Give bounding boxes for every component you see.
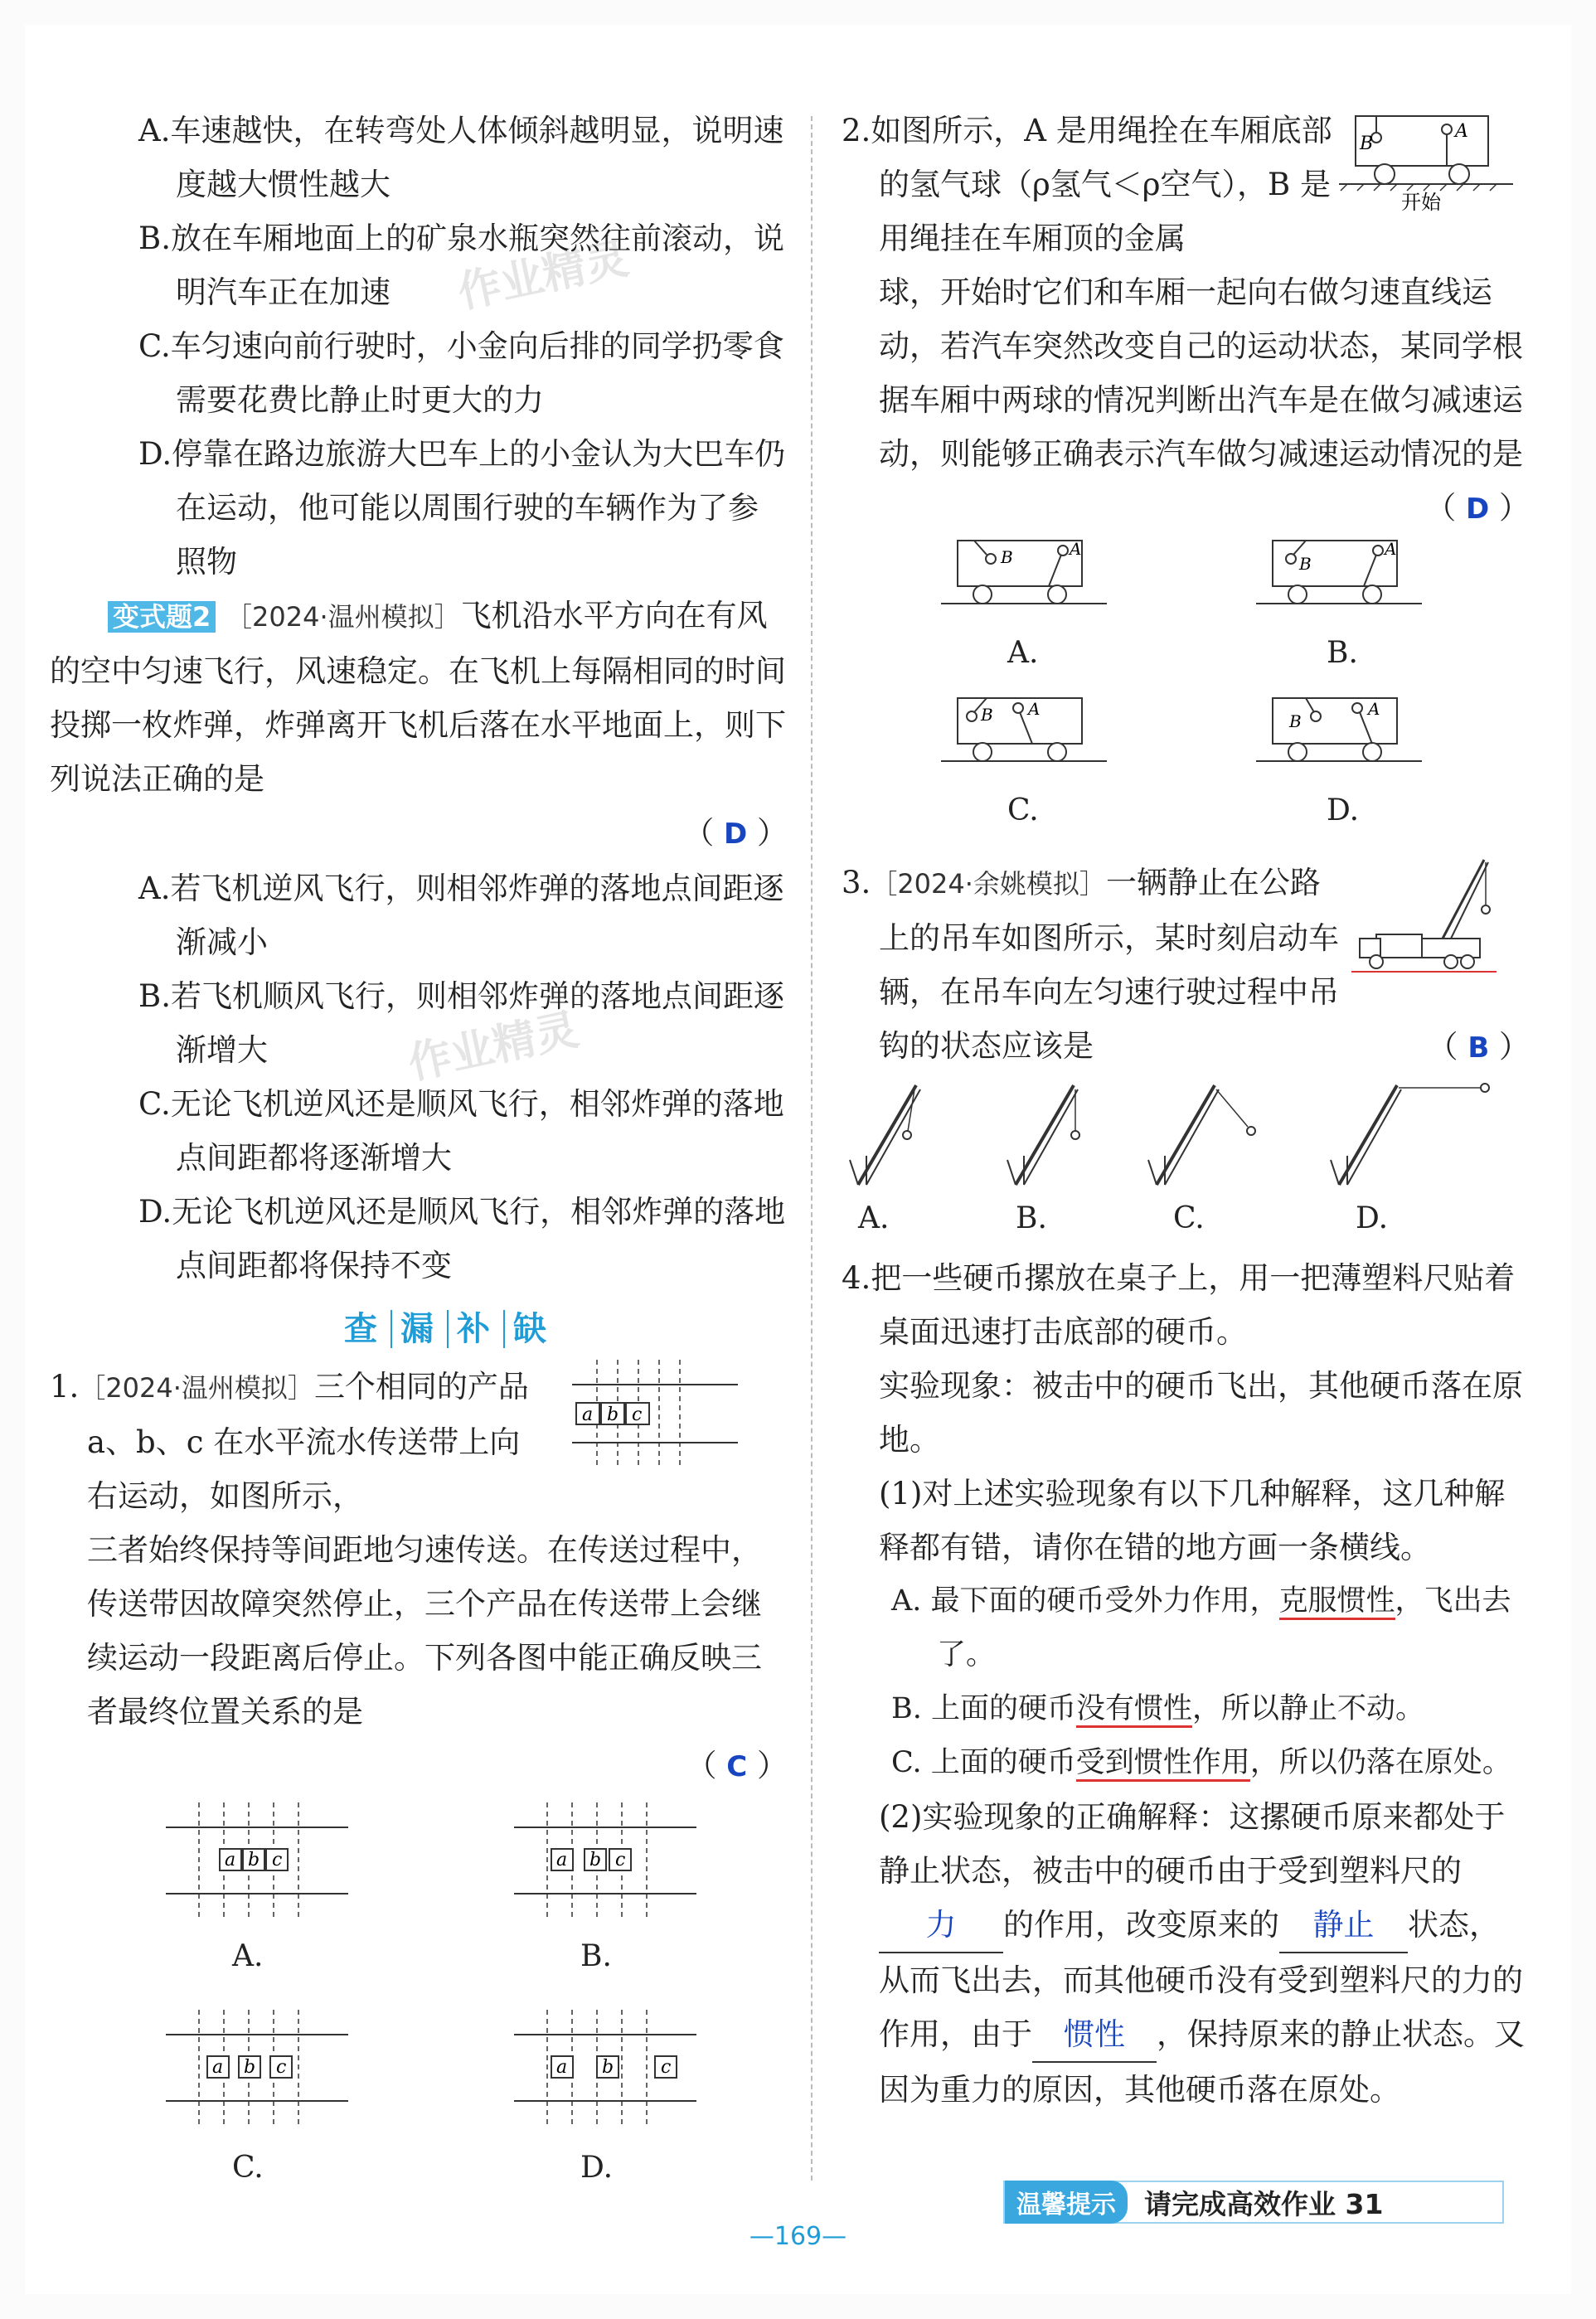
right-column: [842, 104, 1530, 2117]
blank-3[interactable]: 惯性: [1032, 2007, 1157, 2063]
svg-text:b: b: [589, 1850, 602, 1870]
q2-figure-a: [941, 536, 1107, 628]
q3-crane-figure: [1351, 856, 1497, 980]
q2-stem-a: 2.如图所示，A 是用绳拴在车厢底部的氢气球（ρ氢气＜ρ空气），B 是用绳挂在车厢顶的金属: [842, 113, 1332, 256]
q3-label-b: B.: [1016, 1201, 1047, 1235]
svg-text:c: c: [615, 1850, 626, 1870]
page: [25, 25, 1571, 2294]
box-b: b: [607, 1404, 619, 1425]
q4-part1: (1)对上述实验现象有以下几种解释，这几种解释都有错，请你在错的地方画一条横线。: [879, 1476, 1506, 1565]
question-1: [50, 1360, 788, 2225]
svg-text:a: a: [225, 1850, 236, 1870]
q2-figure-b: [1256, 536, 1422, 628]
column-divider: [811, 116, 813, 2181]
q3-figure-c: [1140, 1077, 1264, 1193]
q3-stem: 3.［2024·余姚模拟］一辆静止在公路上的吊车如图所示，某时刻启动车辆，在吊车向左匀速行驶过程中吊钩的状态应该是: [842, 865, 1339, 1064]
error-underline: 没有惯性: [1076, 1692, 1192, 1728]
q1-label-b: B.: [580, 1939, 612, 1973]
q1-figure-b: [514, 1802, 696, 1919]
variant-stem: 变式题2 ［2024·温州模拟］飞机沿水平方向在有风的空中匀速飞行，风速稳定。在飞机上每隔相同的时间投掷一枚炸弹，炸弹离开飞机后落在水平地面上，则下列说法正确的是: [50, 598, 786, 797]
q2-label-c: C.: [1007, 793, 1039, 827]
q3-label-a: A.: [858, 1201, 890, 1235]
q4-option-b: B. 上面的硬币没有惯性，所以静止不动。: [891, 1682, 1530, 1736]
start-label: 开始: [1401, 191, 1441, 214]
q3-label-c: C.: [1173, 1201, 1205, 1235]
svg-text:A: A: [1385, 539, 1397, 559]
q1-label-d: D.: [580, 2151, 614, 2185]
q4-stem: 4.把一些硬币摞放在桌子上，用一把薄塑料尺贴着桌面迅速打击底部的硬币。: [842, 1260, 1516, 1350]
svg-text:B: B: [1001, 547, 1013, 567]
q2-label-b: B.: [1327, 636, 1358, 670]
svg-text:b: b: [602, 2057, 614, 2078]
question-2: [842, 104, 1530, 856]
blank-2[interactable]: 静止: [1279, 1898, 1408, 1953]
svg-text:a: a: [556, 1850, 568, 1870]
watermark: 作业精灵: [404, 1004, 584, 1089]
variant-answer: （ D ）: [683, 815, 788, 851]
variant-option-b: B.若飞机顺风飞行，则相邻炸弹的落地点间距逐渐增大: [138, 978, 784, 1068]
question-3: [842, 856, 1530, 1251]
svg-text:c: c: [276, 2057, 287, 2078]
svg-text:b: b: [248, 1850, 260, 1870]
q4-phenomenon: 实验现象：被击中的硬币飞出，其他硬币落在原地。: [879, 1368, 1523, 1458]
q1-answer: （ C ）: [686, 1748, 788, 1783]
svg-text:A: A: [1455, 121, 1468, 142]
q1-stem-a: 1.［2024·温州模拟］三个相同的产品 a、b、c 在水平流水传送带上向右运动，如图所示，: [50, 1369, 529, 1514]
left-column: [50, 104, 788, 2225]
svg-text:A: A: [1368, 699, 1380, 719]
page-number: —169—: [749, 2222, 847, 2251]
q2-options-figures: [842, 536, 1530, 856]
q3-label-d: D.: [1356, 1201, 1389, 1235]
blank-1[interactable]: 力: [879, 1898, 1003, 1953]
q3-options-figures: [842, 1077, 1530, 1251]
prev-option-b: B.放在车厢地面上的矿泉水瓶突然往前滚动，说明汽车正在加速: [138, 221, 784, 310]
variant-option-d: D.无论飞机逆风还是顺风飞行，相邻炸弹的落地点间距都将保持不变: [138, 1194, 786, 1283]
q2-main-figure: [1339, 108, 1513, 224]
footer-tip: [1003, 2181, 1504, 2224]
q4-option-c: C. 上面的硬币受到惯性作用，所以仍落在原处。: [891, 1736, 1530, 1790]
svg-text:c: c: [272, 1850, 283, 1870]
watermark: 作业精灵: [454, 233, 633, 318]
q3-figure-b: [999, 1077, 1099, 1193]
variant-option-a: A.若飞机逆风飞行，则相邻炸弹的落地点间距逐渐减小: [138, 871, 784, 960]
variant-option-c: C.无论飞机逆风还是顺风飞行，相邻炸弹的落地点间距都将逐渐增大: [138, 1086, 784, 1176]
q1-figure-d: [514, 2010, 696, 2126]
variant-tag: 变式题2: [108, 601, 216, 633]
question-4: [842, 1251, 1530, 2117]
q1-label-c: C.: [232, 2151, 264, 2185]
q2-label-d: D.: [1327, 793, 1360, 827]
svg-text:B: B: [981, 705, 993, 725]
box-c: c: [632, 1404, 643, 1425]
q2-answer: （ D ）: [1425, 490, 1530, 526]
q4-option-a: A. 最下面的硬币受外力作用，克服惯性，飞出去了。: [891, 1584, 1511, 1671]
error-underline: 受到惯性作用: [1076, 1746, 1250, 1782]
q1-main-figure: [572, 1360, 738, 1468]
q3-answer: （ B ）: [1427, 1029, 1530, 1065]
svg-text:b: b: [244, 2057, 256, 2078]
q4-part2: (2)实验现象的正确解释：这摞硬币原来都处于静止状态，被击中的硬币由于受到塑料尺的力 的作用，改变原来的 静止 状态，从而飞出去，而其他硬币没有受到塑料尺的力的作用，由于 惯性 ，保持原来的静止状态。又因为重力的原因，其他硬币落在原处。: [879, 1799, 1525, 2108]
svg-text:B: B: [1360, 133, 1374, 154]
svg-text:A: A: [1028, 699, 1041, 719]
q2-stem-b: 球，开始时它们和车厢一起向右做匀速直线运动，若汽车突然改变自己的运动状态，某同学根据车厢中两球的情况判断出汽车是在做匀减速运动，则能够正确表示汽车做匀减速运动情况的是: [879, 274, 1523, 472]
q2-figure-d: [1256, 694, 1422, 785]
tip-badge: 温馨提示: [1005, 2181, 1128, 2224]
q2-label-a: A.: [1007, 636, 1039, 670]
q1-label-a: A.: [232, 1939, 264, 1973]
box-a: a: [582, 1404, 594, 1425]
svg-text:c: c: [661, 2057, 672, 2078]
q1-stem-b: 三者始终保持等间距地匀速传送。在传送过程中，传送带因故障突然停止，三个产品在传送带上会继续运动一段距离后停止。下列各图中能正确反映三者最终位置关系的是: [87, 1532, 762, 1730]
q1-options-figures: [108, 1794, 788, 2225]
svg-text:B: B: [1299, 554, 1312, 574]
error-underline: 克服惯性: [1279, 1584, 1395, 1620]
q3-figure-d: [1322, 1077, 1501, 1193]
prev-option-d: D.停靠在路边旅游大巴车上的小金认为大巴车仍在运动，他可能以周围行驶的车辆作为了参照物: [138, 436, 786, 580]
q2-figure-c: [941, 694, 1107, 785]
prev-option-c: C.车匀速向前行驶时，小金向后排的同学扔零食需要花费比静止时更大的力: [138, 328, 784, 418]
section-title: 查 漏 补 缺: [108, 1303, 788, 1350]
q1-figure-a: [166, 1802, 348, 1919]
prev-option-a: A.车速越快，在转弯处人体倾斜越明显，说明速度越大惯性越大: [138, 113, 784, 202]
svg-text:a: a: [212, 2057, 224, 2078]
svg-text:A: A: [1070, 539, 1082, 559]
tip-text: 请完成高效作业 31: [1144, 2187, 1384, 2220]
q3-figure-a: [842, 1077, 941, 1193]
q1-figure-c: [166, 2010, 348, 2126]
svg-text:a: a: [556, 2057, 568, 2078]
svg-text:B: B: [1289, 711, 1302, 731]
